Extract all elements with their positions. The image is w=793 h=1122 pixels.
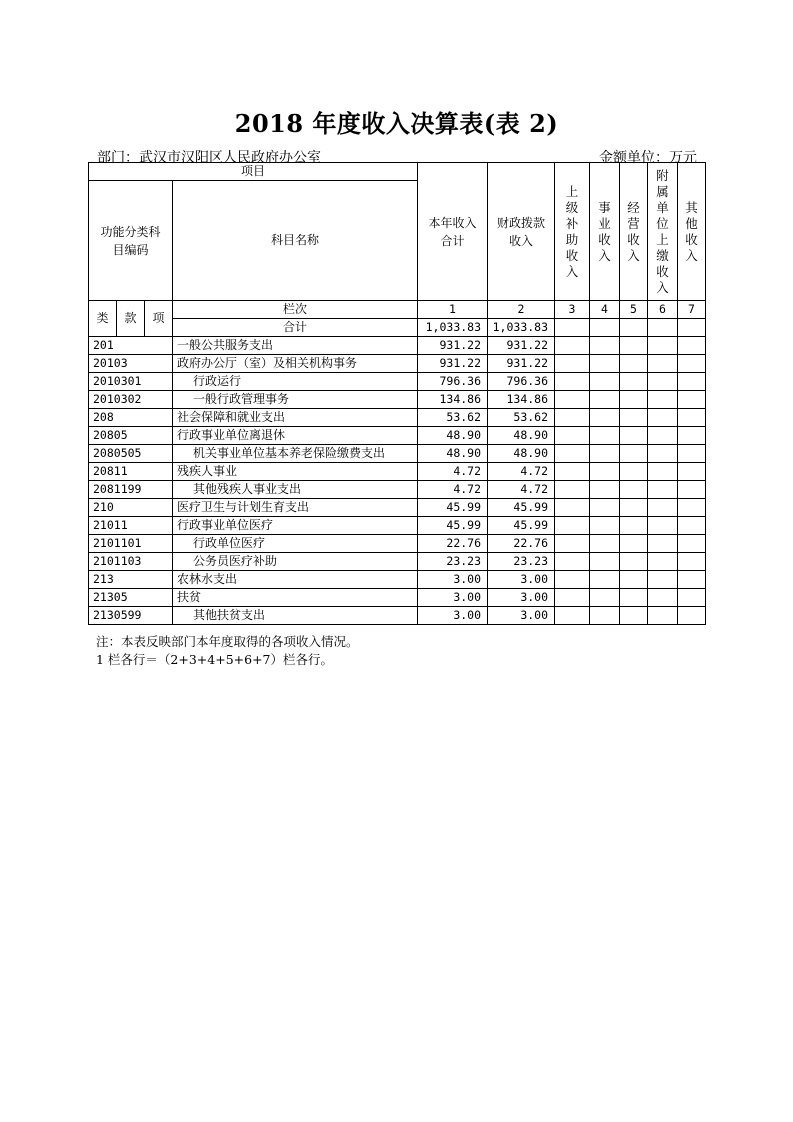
header-subject-name: 科目名称 [173,181,418,301]
row-code: 21305 [89,589,173,607]
colnum-5: 5 [620,301,648,319]
row-col2: 931.22 [488,337,555,355]
table-row [89,427,706,445]
colnum-4: 4 [590,301,620,319]
row-col2: 45.99 [488,499,555,517]
row-name: 一般公共服务支出 [173,337,418,355]
row-col1: 931.22 [418,337,488,355]
row-col1: 23.23 [418,553,488,571]
table-row [89,373,706,391]
table-row [89,499,706,517]
row-col1: 796.36 [418,373,488,391]
header-xiang: 项 [145,301,173,337]
table-row [89,571,706,589]
unit-label: 金额单位：万元 [599,150,697,166]
row-col1: 45.99 [418,517,488,535]
row-col2: 134.86 [488,391,555,409]
header-kuan: 款 [117,301,145,337]
row-col1: 4.72 [418,481,488,499]
row-name: 其他扶贫支出 [173,607,418,625]
income-table [88,162,706,625]
row-col2: 3.00 [488,607,555,625]
total-col2: 1,033.83 [488,319,555,337]
table-row [89,517,706,535]
row-name: 公务员医疗补助 [173,553,418,571]
row-name: 其他残疾人事业支出 [173,481,418,499]
header-col6: 附属单位上缴收入 [648,163,678,301]
row-col1: 48.90 [418,427,488,445]
row-col1: 3.00 [418,589,488,607]
row-name: 社会保障和就业支出 [173,409,418,427]
row-col2: 22.76 [488,535,555,553]
table-row [89,391,706,409]
header-col7: 其他收入 [678,163,706,301]
table-row [89,535,706,553]
row-code: 2130599 [89,607,173,625]
row-code: 2010301 [89,373,173,391]
colnum-1: 1 [418,301,488,319]
row-col2: 53.62 [488,409,555,427]
row-code: 2101101 [89,535,173,553]
table-row [89,337,706,355]
row-col1: 48.90 [418,445,488,463]
row-code: 2080505 [89,445,173,463]
header-col4: 事业收入 [590,163,620,301]
row-code: 2101103 [89,553,173,571]
notes [96,633,359,669]
header-col3: 上级补助收入 [555,163,590,301]
row-code: 210 [89,499,173,517]
table-row [89,409,706,427]
row-code: 21011 [89,517,173,535]
row-col2: 4.72 [488,463,555,481]
row-code: 2081199 [89,481,173,499]
row-name: 行政事业单位医疗 [173,517,418,535]
table-row [89,553,706,571]
header-col5: 经营收入 [620,163,648,301]
row-col2: 3.00 [488,571,555,589]
note-line-2: 1 栏各行＝（2+3+4+5+6+7）栏各行。 [96,652,334,667]
row-code: 20805 [89,427,173,445]
row-col2: 45.99 [488,517,555,535]
row-col1: 22.76 [418,535,488,553]
row-col2: 23.23 [488,553,555,571]
row-name: 扶贫 [173,589,418,607]
row-col2: 48.90 [488,445,555,463]
row-col1: 4.72 [418,463,488,481]
row-name: 行政运行 [173,373,418,391]
header-lei: 类 [89,301,117,337]
table-row [89,589,706,607]
colnum-7: 7 [678,301,706,319]
row-col1: 134.86 [418,391,488,409]
colnum-6: 6 [648,301,678,319]
row-name: 行政单位医疗 [173,535,418,553]
row-col1: 931.22 [418,355,488,373]
colnum-3: 3 [555,301,590,319]
row-name: 一般行政管理事务 [173,391,418,409]
row-col2: 4.72 [488,481,555,499]
row-col1: 45.99 [418,499,488,517]
row-code: 20103 [89,355,173,373]
row-col1: 3.00 [418,571,488,589]
row-col2: 796.36 [488,373,555,391]
total-col1: 1,033.83 [418,319,488,337]
row-code: 213 [89,571,173,589]
total-label: 合计 [173,319,418,337]
header-item: 项目 [89,163,418,181]
row-name: 医疗卫生与计划生育支出 [173,499,418,517]
row-code: 208 [89,409,173,427]
colnum-2: 2 [488,301,555,319]
row-name: 农林水支出 [173,571,418,589]
row-code: 201 [89,337,173,355]
row-col1: 3.00 [418,607,488,625]
row-col2: 3.00 [488,589,555,607]
table-row [89,445,706,463]
note-line-1: 注：本表反映部门本年度取得的各项收入情况。 [96,634,359,649]
row-col2: 931.22 [488,355,555,373]
row-name: 行政事业单位离退休 [173,427,418,445]
table-row [89,355,706,373]
header-lanci: 栏次 [173,301,418,319]
row-name: 机关事业单位基本养老保险缴费支出 [173,445,418,463]
row-col1: 53.62 [418,409,488,427]
row-name: 残疾人事业 [173,463,418,481]
table-row [89,463,706,481]
page-title: 2018 年度收入决算表(表 2) [234,109,559,138]
row-code: 2010302 [89,391,173,409]
table-row [89,481,706,499]
row-col2: 48.90 [488,427,555,445]
row-name: 政府办公厅（室）及相关机构事务 [173,355,418,373]
table-row [89,607,706,625]
header-col2: 财政拨款收入 [488,163,555,301]
header-func-code: 功能分类科目编码 [89,181,173,301]
row-code: 20811 [89,463,173,481]
header-col1: 本年收入合计 [418,163,488,301]
department-label: 部门：武汉市汉阳区人民政府办公室 [97,150,321,166]
